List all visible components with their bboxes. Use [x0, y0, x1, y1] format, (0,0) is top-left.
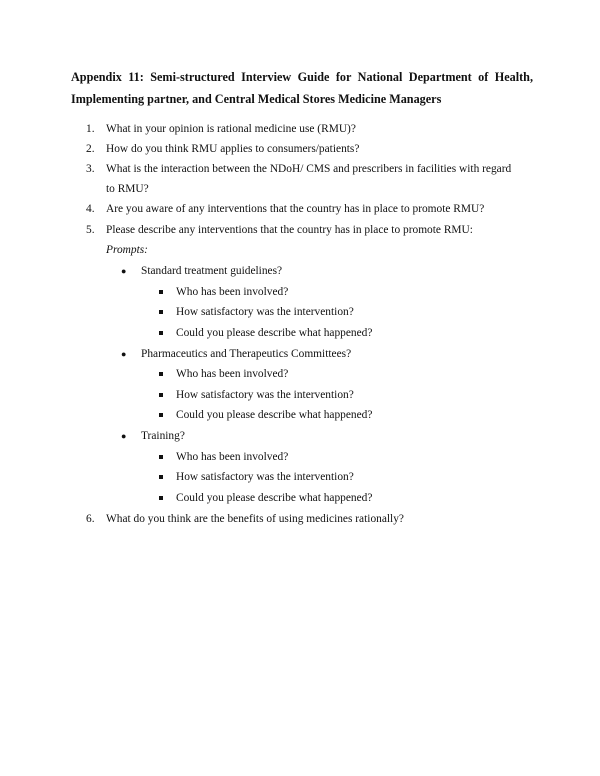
- bullet-icon: ●: [121, 349, 127, 359]
- prompt-label: Standard treatment guidelines?: [141, 265, 283, 277]
- question-text: What do you think are the benefits of using medicines rationally?: [106, 513, 404, 525]
- sub-prompt-text: Could you please describe what happened?: [176, 492, 373, 504]
- appendix-title: [71, 66, 533, 110]
- question-text: How do you think RMU applies to consumers/patients?: [106, 143, 360, 155]
- bullet-icon: ●: [121, 431, 127, 441]
- bullet-icon: ●: [121, 266, 127, 276]
- title-line-2: Implementing partner, and Central Medical Stores Medicine Managers: [71, 92, 442, 106]
- sub-prompt-text: Who has been involved?: [176, 286, 289, 298]
- question-number: 2.: [86, 143, 95, 155]
- question-text: Are you aware of any interventions that the country has in place to promote RMU?: [106, 203, 485, 215]
- question-number: 6.: [86, 513, 95, 525]
- prompt-label: Pharmaceutics and Therapeutics Committees?: [141, 348, 352, 360]
- sub-prompt-text: Who has been involved?: [176, 451, 289, 463]
- sub-prompt-text: How satisfactory was the intervention?: [176, 471, 354, 483]
- question-number: 3.: [86, 163, 95, 175]
- square-bullet-icon: [159, 413, 163, 417]
- question-number: 1.: [86, 123, 95, 135]
- question-text-continued: to RMU?: [106, 183, 149, 195]
- square-bullet-icon: [159, 455, 163, 459]
- square-bullet-icon: [159, 475, 163, 479]
- sub-prompt-text: Could you please describe what happened?: [176, 409, 373, 421]
- square-bullet-icon: [159, 496, 163, 500]
- prompt-label: Training?: [141, 430, 185, 442]
- question-number: 4.: [86, 203, 95, 215]
- square-bullet-icon: [159, 372, 163, 376]
- title-line-1: Appendix 11: Semi-structured Interview Guide for National Department of Health,: [71, 70, 533, 84]
- sub-prompt-text: Could you please describe what happened?: [176, 327, 373, 339]
- prompts-label: Prompts:: [106, 244, 148, 256]
- question-text: Please describe any interventions that the country has in place to promote RMU:: [106, 224, 473, 236]
- square-bullet-icon: [159, 331, 163, 335]
- square-bullet-icon: [159, 310, 163, 314]
- sub-prompt-text: How satisfactory was the intervention?: [176, 306, 354, 318]
- square-bullet-icon: [159, 290, 163, 294]
- question-text: What in your opinion is rational medicine use (RMU)?: [106, 123, 356, 135]
- sub-prompt-text: Who has been involved?: [176, 368, 289, 380]
- question-number: 5.: [86, 224, 95, 236]
- square-bullet-icon: [159, 393, 163, 397]
- sub-prompt-text: How satisfactory was the intervention?: [176, 389, 354, 401]
- question-text: What is the interaction between the NDoH/ CMS and prescribers in facilities with regard: [106, 163, 512, 175]
